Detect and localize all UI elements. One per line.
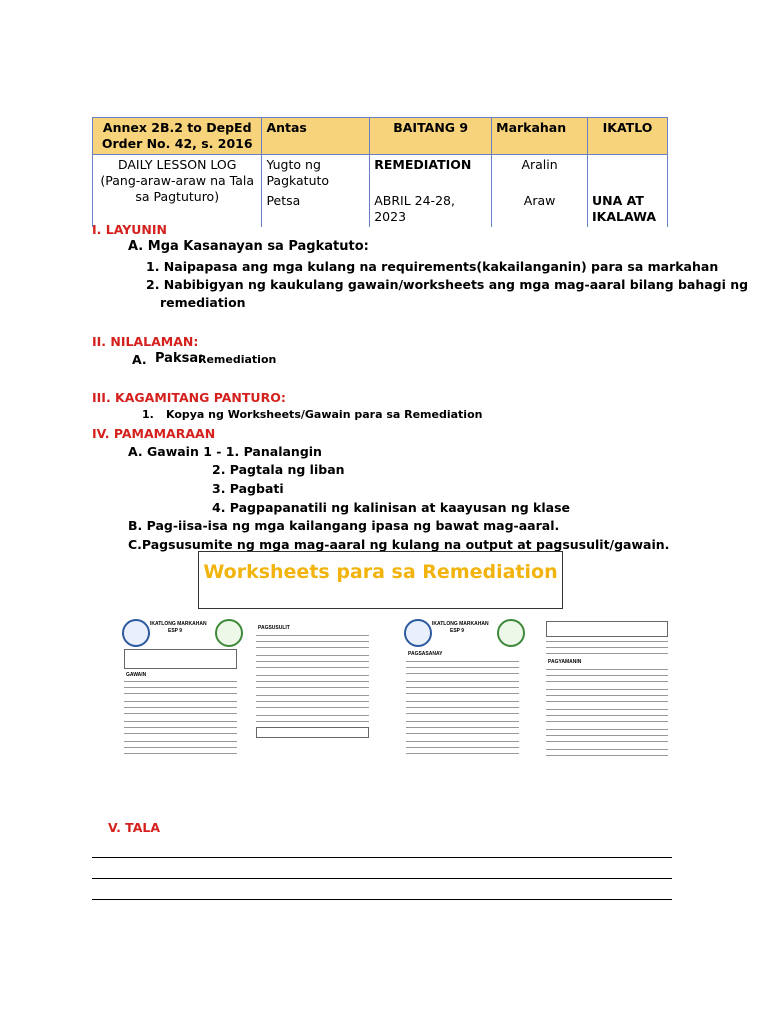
aralin-value (588, 155, 668, 192)
dll-subtitle-2: sa Pagtuturo) (135, 189, 220, 204)
kagamitan-item: Kopya ng Worksheets/Gawain para sa Remediation (166, 408, 483, 421)
layunin-item-2-cont: remediation (160, 295, 246, 310)
annex-cell: Annex 2B.2 to DepEd Order No. 42, s. 2016 (93, 118, 262, 155)
gawain-line-3: 3. Pagbati (212, 481, 284, 496)
deped-seal-icon (497, 619, 525, 647)
pamamaraan-heading: IV. PAMAMARAAN (92, 426, 216, 441)
worksheet-label: PAGSASANAY (408, 651, 443, 657)
worksheet-label: PAGSUSULIT (258, 625, 290, 631)
deped-seal-icon (215, 619, 243, 647)
dll-title-cell (93, 155, 262, 228)
worksheet-thumb-2 (250, 617, 375, 769)
araw-label: Araw (492, 191, 588, 227)
kagamitan-item-num: 1. (142, 408, 154, 421)
gawain-line-4: 4. Pagpapanatili ng kalinisan at kaayusan ng klase (212, 500, 570, 515)
worksheet-instruction-frame (124, 649, 237, 669)
worksheet-sub-title: ESP 9 (450, 628, 465, 634)
gawain-line-1: A. Gawain 1 - 1. Panalangin (128, 444, 322, 459)
worksheet-school-title: IKATLONG MARKAHAN (150, 621, 207, 627)
gawain-line-2: 2. Pagtala ng liban (212, 462, 345, 477)
kasanayan-label: A. Mga Kasanayan sa Pagkatuto: (128, 239, 369, 254)
tala-line-3 (92, 899, 672, 900)
worksheet-thumb-4 (540, 617, 674, 769)
markahan-label: Markahan (492, 118, 588, 155)
worksheets-title-box (198, 551, 563, 609)
worksheet-answer-frame (256, 727, 369, 738)
layunin-heading: I. LAYUNIN (92, 222, 167, 237)
tala-heading: V. TALA (108, 820, 161, 835)
worksheet-thumb-1 (118, 617, 243, 769)
worksheets-title: Worksheets para sa Remediation (203, 561, 558, 583)
baitang-value: BAITANG 9 (370, 118, 492, 155)
tala-line-1 (92, 857, 672, 858)
dll-subtitle-1: (Pang-araw-araw na Tala (100, 173, 255, 188)
paksa-value: Remediation (198, 353, 277, 366)
school-seal-icon (404, 619, 432, 647)
step-b: B. Pag-iisa-isa ng mga kailangang ipasa ng bawat mag-aaral. (128, 518, 560, 533)
layunin-item-2: 2. Nabibigyan ng kaukulang gawain/worksheets ang mga mag-aaral bilang bahagi ng (146, 277, 749, 292)
worksheet-label: GAWAIN (126, 672, 147, 678)
araw-value: UNA AT IKALAWA (588, 191, 668, 227)
petsa-label: Petsa (262, 191, 370, 227)
tala-line-2 (92, 878, 672, 879)
aralin-label: Aralin (492, 155, 588, 192)
worksheet-school-title: IKATLONG MARKAHAN (432, 621, 489, 627)
antas-label: Antas (262, 118, 370, 155)
school-seal-icon (122, 619, 150, 647)
nilalaman-heading: II. NILALAMAN: (92, 334, 199, 349)
lesson-header-table (92, 117, 668, 227)
kagamitan-heading: III. KAGAMITANG PANTURO: (92, 390, 286, 405)
paksa-letter: A. (132, 352, 147, 367)
yugto-label: Yugto ng Pagkatuto (262, 155, 370, 192)
worksheet-label: PAGYAMANIN (548, 659, 582, 665)
petsa-value: ABRIL 24-28, 2023 (370, 191, 492, 227)
worksheet-sub-title: ESP 9 (168, 628, 183, 634)
worksheet-top-frame (546, 621, 668, 637)
dll-title: DAILY LESSON LOG (117, 157, 237, 172)
yugto-value: REMEDIATION (370, 155, 492, 192)
paksa-label: Paksa: (155, 351, 204, 366)
worksheet-thumb-3 (400, 617, 525, 769)
layunin-item-1: 1. Naipapasa ang mga kulang na requirements(kakailanganin) para sa markahan (146, 259, 719, 274)
step-c: C.Pagsusumite ng mga mag-aaral ng kulang na output at pagsusulit/gawain. (128, 537, 670, 552)
markahan-value: IKATLO (588, 118, 668, 155)
